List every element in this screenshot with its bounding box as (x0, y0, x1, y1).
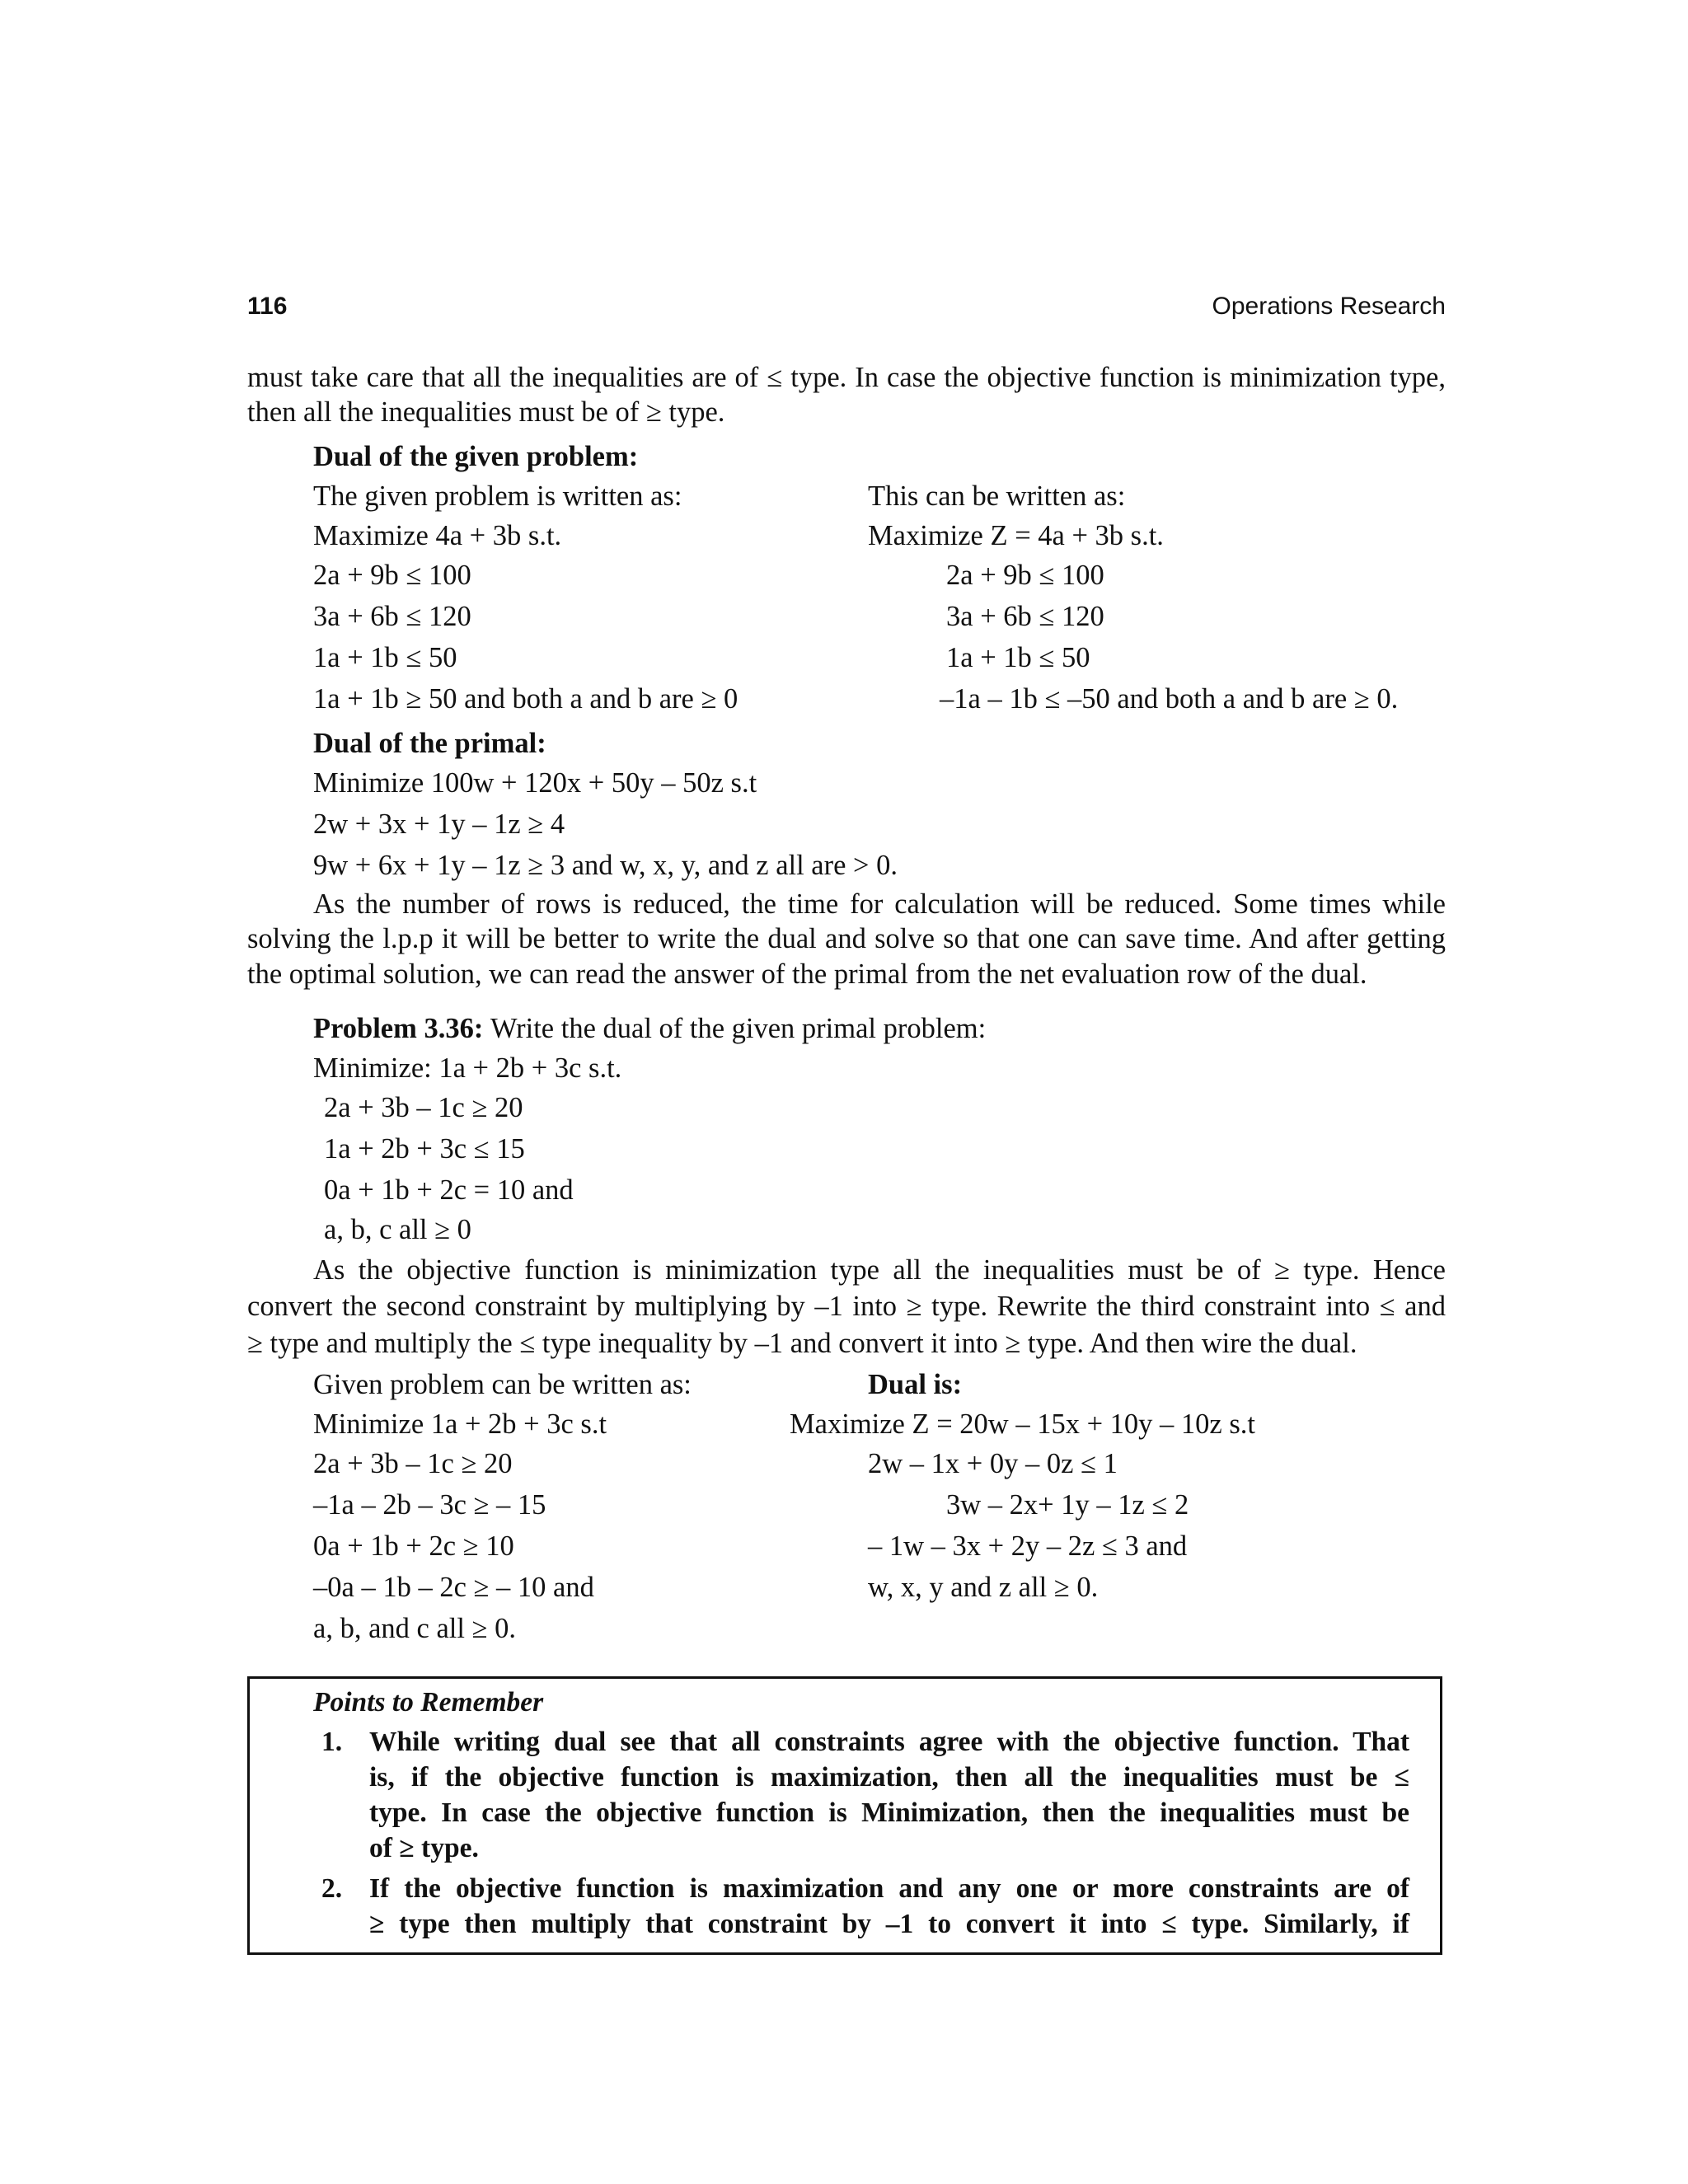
dual2-left-line: 0a + 1b + 2c ≥ 10 (313, 1530, 514, 1562)
dual1-left-line: 3a + 6b ≤ 120 (313, 601, 471, 632)
dual1-right-line: Maximize Z = 4a + 3b s.t. (868, 520, 1164, 551)
remember-item-number: 1. (321, 1727, 343, 1757)
dual2-right-line: 3w – 2x+ 1y – 1z ≤ 2 (946, 1489, 1189, 1521)
problem-text: Write the dual of the given primal problem: (490, 1013, 987, 1044)
dual1-right-line: 3a + 6b ≤ 120 (946, 601, 1104, 632)
dual-heading: Dual of the given problem: (313, 441, 639, 472)
paragraph-line: ≥ type and multiply the ≤ type inequality by –1 and convert it into ≥ type. And then wire the dual. (247, 1328, 1357, 1359)
paragraph-line: convert the second constraint by multiplying by –1 into ≥ type. Rewrite the third constraint into ≤ and (247, 1291, 1446, 1322)
remember-item-line: If the objective function is maximization and any one or more constraints are of (369, 1873, 1409, 1904)
remember-item-line: of ≥ type. (369, 1833, 479, 1863)
paragraph-line: As the number of rows is reduced, the time for calculation will be reduced. Some times while (313, 888, 1446, 920)
dual2-left-heading: Given problem can be written as: (313, 1369, 692, 1400)
remember-item-line: type. In case the objective function is Minimization, then the inequalities must be (369, 1797, 1409, 1828)
problem-label: Problem 3.36: (313, 1013, 484, 1044)
primal-dual-line: 2w + 3x + 1y – 1z ≥ 4 (313, 808, 565, 840)
dual2-left-line: a, b, and c all ≥ 0. (313, 1613, 516, 1644)
dual2-right-line: Maximize Z = 20w – 15x + 10y – 10z s.t (790, 1408, 1255, 1440)
problem-line: Minimize: 1a + 2b + 3c s.t. (313, 1052, 622, 1084)
page-number: 116 (247, 293, 288, 320)
dual1-right-line: –1a – 1b ≤ –50 and both a and b are ≥ 0. (940, 683, 1399, 715)
remember-item-line: is, if the objective function is maximization, then all the inequalities must be ≤ (369, 1762, 1409, 1793)
remember-item-line: While writing dual see that all constraints agree with the objective function. That (369, 1727, 1409, 1757)
dual1-left-line: Maximize 4a + 3b s.t. (313, 520, 562, 551)
dual2-left-line: 2a + 3b – 1c ≥ 20 (313, 1448, 513, 1479)
intro-line-2: then all the inequalities must be of ≥ type. (247, 396, 725, 428)
dual2-left-line: Minimize 1a + 2b + 3c s.t (313, 1408, 607, 1440)
primal-dual-heading: Dual of the primal: (313, 728, 546, 759)
primal-dual-line: Minimize 100w + 120x + 50y – 50z s.t (313, 767, 757, 799)
problem-statement (313, 1012, 986, 1045)
dual2-right-line: – 1w – 3x + 2y – 2z ≤ 3 and (868, 1530, 1188, 1562)
problem-line: 0a + 1b + 2c = 10 and (324, 1174, 574, 1206)
dual1-left-line: 2a + 9b ≤ 100 (313, 560, 471, 591)
paragraph-line: solving the l.p.p it will be better to write the dual and solve so that one can save time. And after getting (247, 923, 1446, 954)
problem-line: 2a + 3b – 1c ≥ 20 (324, 1092, 523, 1123)
dual2-right-heading: Dual is: (868, 1369, 963, 1400)
running-title: Operations Research (1212, 293, 1446, 320)
dual1-right-line: 1a + 1b ≤ 50 (946, 642, 1090, 673)
remember-item-line: ≥ type then multiply that constraint by –1 to convert it into ≤ type. Similarly, if (369, 1909, 1409, 1939)
remember-title: Points to Remember (313, 1687, 544, 1718)
intro-line-1: must take care that all the inequalities are of ≤ type. In case the objective function is minimization type, (247, 362, 1446, 393)
dual1-right-line: This can be written as: (868, 480, 1126, 512)
problem-line: 1a + 2b + 3c ≤ 15 (324, 1133, 525, 1165)
dual1-left-line: 1a + 1b ≤ 50 (313, 642, 457, 673)
remember-item-number: 2. (321, 1873, 343, 1904)
dual2-left-line: –0a – 1b – 2c ≥ – 10 and (313, 1572, 594, 1603)
dual1-right-line: 2a + 9b ≤ 100 (946, 560, 1104, 591)
dual2-right-line: w, x, y and z all ≥ 0. (868, 1572, 1099, 1603)
dual2-left-line: –1a – 2b – 3c ≥ – 15 (313, 1489, 546, 1521)
dual1-left-line: The given problem is written as: (313, 480, 682, 512)
problem-line: a, b, c all ≥ 0 (324, 1214, 471, 1245)
primal-dual-line: 9w + 6x + 1y – 1z ≥ 3 and w, x, y, and z all are > 0. (313, 850, 898, 881)
dual2-right-line: 2w – 1x + 0y – 0z ≤ 1 (868, 1448, 1118, 1479)
dual1-left-line: 1a + 1b ≥ 50 and both a and b are ≥ 0 (313, 683, 738, 715)
paragraph-line: As the objective function is minimization type all the inequalities must be of ≥ type. Hence (313, 1254, 1446, 1286)
paragraph-line: the optimal solution, we can read the answer of the primal from the net evaluation row of the dual. (247, 958, 1367, 990)
